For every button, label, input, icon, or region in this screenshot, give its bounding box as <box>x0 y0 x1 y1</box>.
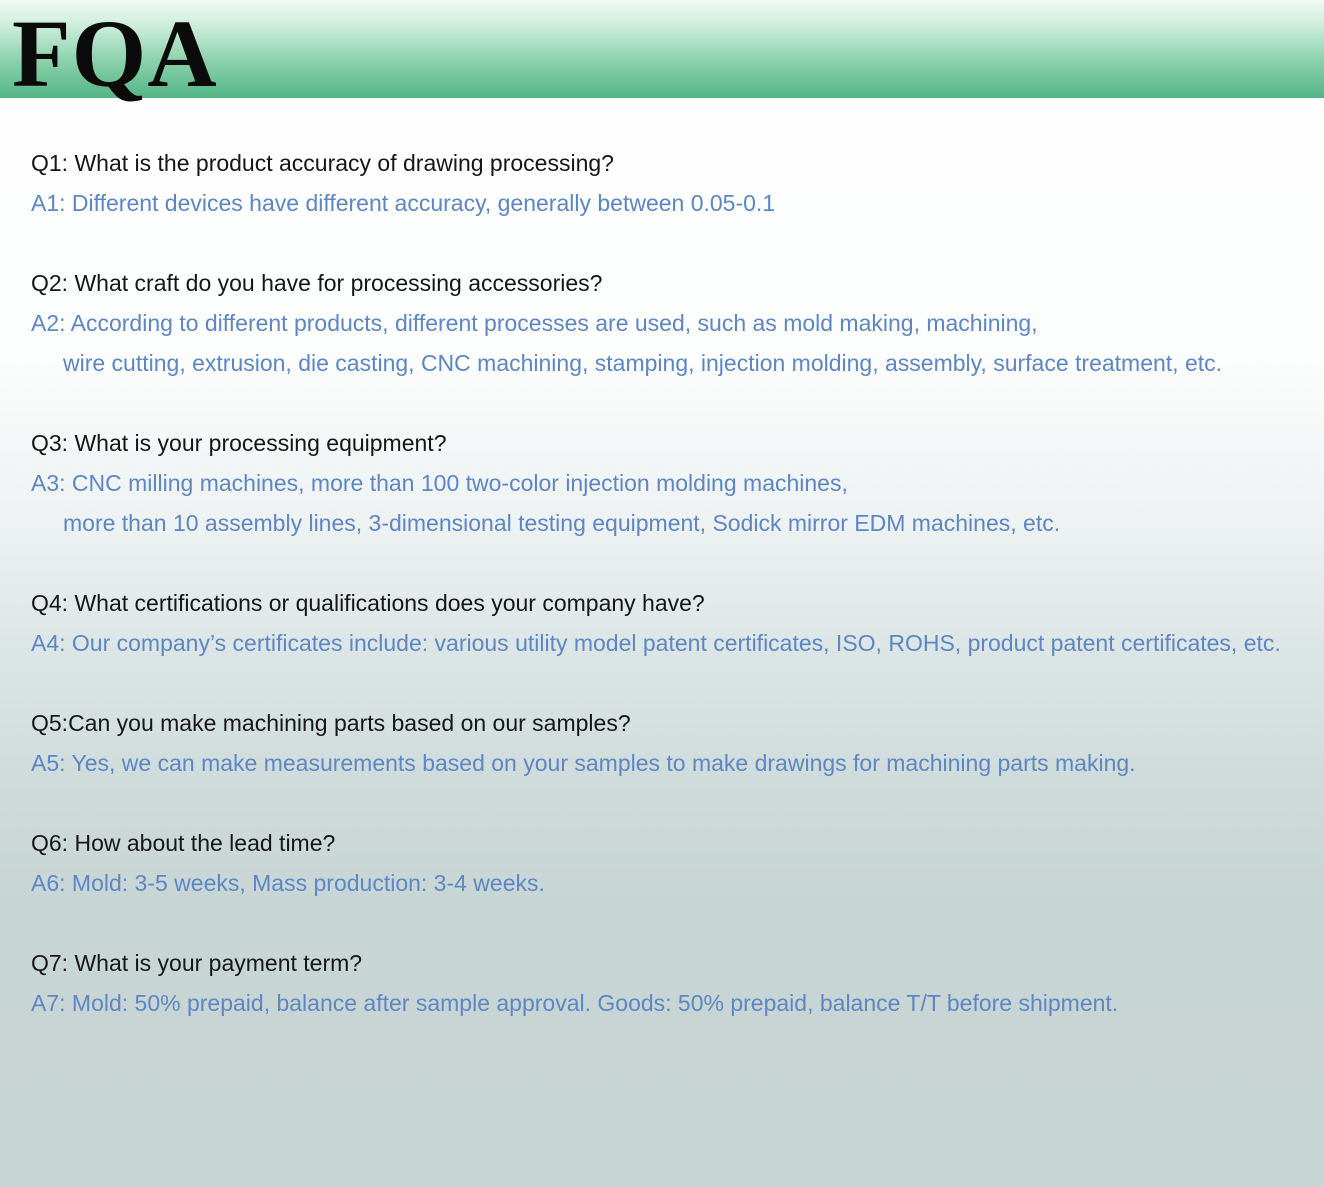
faq-answer-2: A2: According to different products, different processes are used, such as mold making, machining, <box>31 310 1038 336</box>
faq-answer-1: A1: Different devices have different accuracy, generally between 0.05-0.1 <box>31 190 776 216</box>
faq-answer-7: A7: Mold: 50% prepaid, balance after sample approval. Goods: 50% prepaid, balance T/T before shipment. <box>31 990 1119 1016</box>
faq-question-3: Q3: What is your processing equipment? <box>31 430 447 456</box>
faq-item-5 <box>31 703 1324 783</box>
faq-question-7: Q7: What is your payment term? <box>31 950 363 976</box>
faq-list <box>31 143 1324 1063</box>
faq-item-6 <box>31 823 1324 903</box>
faq-question-6: Q6: How about the lead time? <box>31 830 336 856</box>
faq-item-7 <box>31 943 1324 1023</box>
faq-question-1: Q1: What is the product accuracy of drawing processing? <box>31 150 614 176</box>
faq-answer-5: A5: Yes, we can make measurements based on your samples to make drawings for machining parts making. <box>31 750 1136 776</box>
faq-item-1 <box>31 143 1324 223</box>
faq-item-4 <box>31 583 1324 663</box>
faq-item-2 <box>31 263 1324 383</box>
faq-question-5: Q5:Can you make machining parts based on our samples? <box>31 710 631 736</box>
faq-answer-4: A4: Our company’s certificates include: various utility model patent certificates, ISO, ROHS, product patent certificates, etc. <box>31 630 1281 656</box>
faq-answer-3: A3: CNC milling machines, more than 100 two-color injection molding machines, <box>31 470 848 496</box>
faq-answer-2-continued: wire cutting, extrusion, die casting, CNC machining, stamping, injection molding, assembly, surface treatment, etc. <box>63 350 1223 376</box>
page-title: FQA <box>12 0 218 107</box>
faq-question-2: Q2: What craft do you have for processing accessories? <box>31 270 603 296</box>
faq-answer-3-continued: more than 10 assembly lines, 3-dimensional testing equipment, Sodick mirror EDM machines, etc. <box>63 510 1061 536</box>
faq-item-3 <box>31 423 1324 543</box>
faq-answer-6: A6: Mold: 3-5 weeks, Mass production: 3-4 weeks. <box>31 870 545 896</box>
faq-question-4: Q4: What certifications or qualifications does your company have? <box>31 590 705 616</box>
